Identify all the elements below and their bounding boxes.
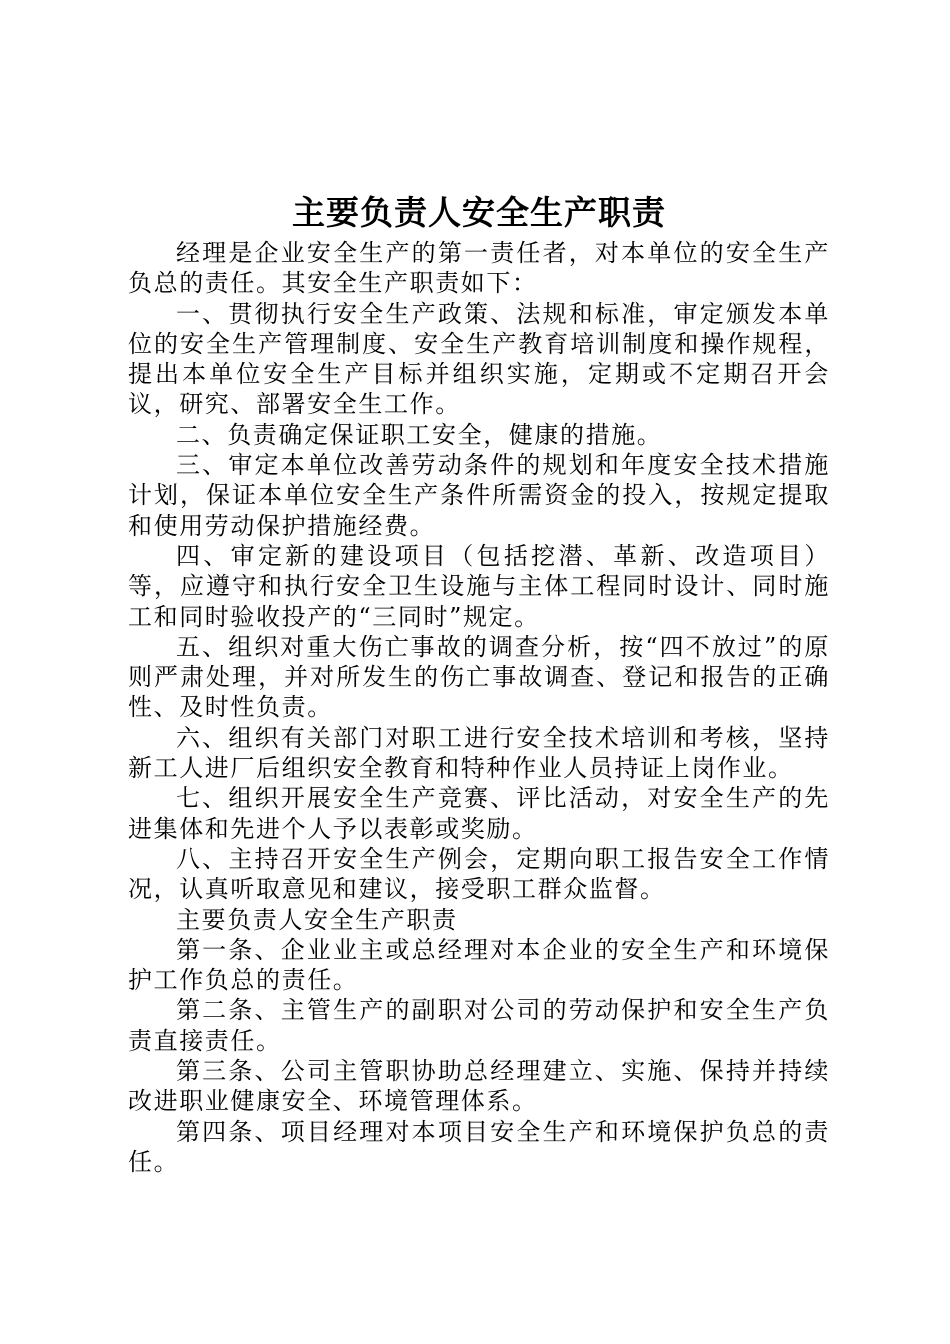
document-body [128, 188, 830, 1177]
duty-item-4: 四、审定新的建设项目（包括挖潜、革新、改造项目）等，应遵守和执行安全卫生设施与主体工程同时设计、同时施工和同时验收投产的“三同时”规定。 [128, 541, 830, 631]
article-4: 第四条、项目经理对本项目安全生产和环境保护负总的责任。 [128, 1117, 830, 1176]
duty-item-7: 七、组织开展安全生产竞赛、评比活动，对安全生产的先进集体和先进个人予以表彰或奖励。 [128, 784, 830, 843]
intro-paragraph: 经理是企业安全生产的第一责任者，对本单位的安全生产负总的责任。其安全生产职责如下： [128, 239, 830, 298]
duty-item-8: 八、主持召开安全生产例会，定期向职工报告安全工作情况，认真听取意见和建议，接受职工群众监督。 [128, 844, 830, 904]
document-title: 主要负责人安全生产职责 [292, 193, 666, 232]
duty-item-2: 二、负责确定保证职工安全，健康的措施。 [176, 420, 663, 449]
article-1: 第一条、企业业主或总经理对本企业的安全生产和环境保护工作负总的责任。 [128, 935, 830, 995]
article-3: 第三条、公司主管职协助总经理建立、实施、保持并持续改进职业健康安全、环境管理体系。 [128, 1057, 830, 1116]
duty-item-3: 三、审定本单位改善劳动条件的规划和年度安全技术措施计划，保证本单位安全生产条件所需资金的投入，按规定提取和使用劳动保护措施经费。 [128, 451, 830, 540]
duty-item-6: 六、组织有关部门对职工进行安全技术培训和考核，坚持新工人进厂后组织安全教育和特种作业人员持证上岗作业。 [128, 723, 830, 783]
duty-item-5: 五、组织对重大伤亡事故的调查分析，按“四不放过”的原则严肃处理，并对所发生的伤亡事故调查、登记和报告的正确性、及时性负责。 [128, 632, 830, 722]
article-2: 第二条、主管生产的副职对公司的劳动保护和安全生产负责直接责任。 [128, 996, 830, 1055]
duty-item-1: 一、贯彻执行安全生产政策、法规和标准，审定颁发本单位的安全生产管理制度、安全生产教育培训制度和操作规程，提出本单位安全生产目标并组织实施，定期或不定期召开会议，研究、部署安全生工作。 [128, 299, 830, 419]
section-heading: 主要负责人安全生产职责 [176, 905, 458, 934]
